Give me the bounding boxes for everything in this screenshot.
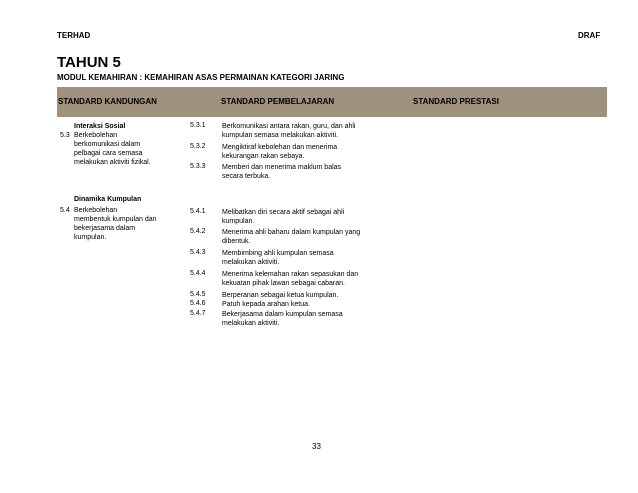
page-number: 33 bbox=[312, 442, 321, 451]
item-line: Berperanan sebagai ketua kumpulan. bbox=[222, 292, 339, 299]
section-title: Interaksi Sosial bbox=[74, 123, 126, 130]
item-text bbox=[222, 122, 432, 141]
col-header-kandungan: STANDARD KANDUNGAN bbox=[58, 97, 157, 106]
item-number: 5.4.7 bbox=[190, 310, 206, 317]
item-text bbox=[222, 300, 432, 309]
item-text bbox=[222, 291, 432, 300]
section-desc-line: membentuk kumpulan dan bbox=[74, 216, 157, 223]
section-desc bbox=[74, 206, 157, 242]
item-line: Menerima ahli baharu dalam kumpulan yang bbox=[222, 229, 361, 236]
section-desc-line: melakukan aktiviti fizikal. bbox=[74, 159, 151, 166]
item-line: Memberi dan menerima maklum balas bbox=[222, 164, 342, 171]
item-line: Menerima kelemahan rakan sepasukan dan bbox=[222, 271, 359, 278]
item-text bbox=[222, 270, 432, 289]
section-desc-line: bekerjasama dalam bbox=[74, 225, 136, 232]
item-text bbox=[222, 249, 432, 268]
section-title: Dinamika Kumpulan bbox=[74, 196, 142, 203]
section-number: 5.3 bbox=[60, 132, 70, 139]
item-number: 5.4.4 bbox=[190, 270, 206, 277]
item-line: Mengiktiraf kebolehan dan menerima bbox=[222, 144, 338, 151]
section-desc-line: pelbagai cara semasa bbox=[74, 150, 143, 157]
item-number: 5.4.2 bbox=[190, 228, 206, 235]
item-number: 5.4.3 bbox=[190, 249, 206, 256]
item-line: kekuatan pihak lawan sebagai cabaran. bbox=[222, 280, 345, 288]
header-left: TERHAD bbox=[57, 31, 91, 40]
item-line: secara terbuka. bbox=[222, 173, 271, 181]
section-number: 5.4 bbox=[60, 207, 70, 214]
page-subtitle: MODUL KEMAHIRAN : KEMAHIRAN ASAS PERMAINAN KATEGORI JARING bbox=[57, 73, 345, 82]
item-line: Berkomunikasi antara rakan, guru, dan ahli bbox=[222, 123, 356, 130]
item-number: 5.4.5 bbox=[190, 291, 206, 298]
item-line: Bekerjasama dalam kumpulan semasa bbox=[222, 311, 343, 318]
item-text bbox=[222, 208, 432, 227]
col-header-prestasi: STANDARD PRESTASI bbox=[413, 97, 499, 106]
item-line: dibentuk. bbox=[222, 238, 251, 246]
item-line: melakukan aktiviti. bbox=[222, 320, 280, 328]
item-text bbox=[222, 228, 432, 247]
item-line: Patuh kepada arahan ketua. bbox=[222, 301, 310, 308]
header-right: DRAF bbox=[578, 31, 601, 40]
item-text bbox=[222, 310, 432, 329]
section-desc-line: Berkebolehan bbox=[74, 132, 118, 139]
item-number: 5.3.1 bbox=[190, 122, 206, 129]
item-line: Melibatkan diri secara aktif sebagai ahli bbox=[222, 209, 345, 216]
item-line: kumpulan semasa melakukan aktiviti. bbox=[222, 132, 338, 140]
section-desc-line: berkomunikasi dalam bbox=[74, 141, 141, 148]
page-title: TAHUN 5 bbox=[57, 54, 121, 71]
item-line: kumpulan. bbox=[222, 218, 255, 226]
item-number: 5.4.1 bbox=[190, 208, 206, 215]
item-line: Membimbing ahli kumpulan semasa bbox=[222, 250, 334, 257]
item-line: melakukan aktiviti. bbox=[222, 259, 280, 267]
section-desc-line: Berkebolehan bbox=[74, 207, 118, 214]
item-number: 5.4.6 bbox=[190, 300, 206, 307]
item-line: kekurangan rakan sebaya. bbox=[222, 153, 305, 161]
section-desc bbox=[74, 131, 151, 167]
item-number: 5.3.3 bbox=[190, 163, 206, 170]
item-text bbox=[222, 163, 432, 182]
item-text bbox=[222, 143, 432, 162]
section-desc-line: kumpulan. bbox=[74, 234, 107, 241]
item-number: 5.3.2 bbox=[190, 143, 206, 150]
col-header-pembelajaran: STANDARD PEMBELAJARAN bbox=[221, 97, 335, 106]
